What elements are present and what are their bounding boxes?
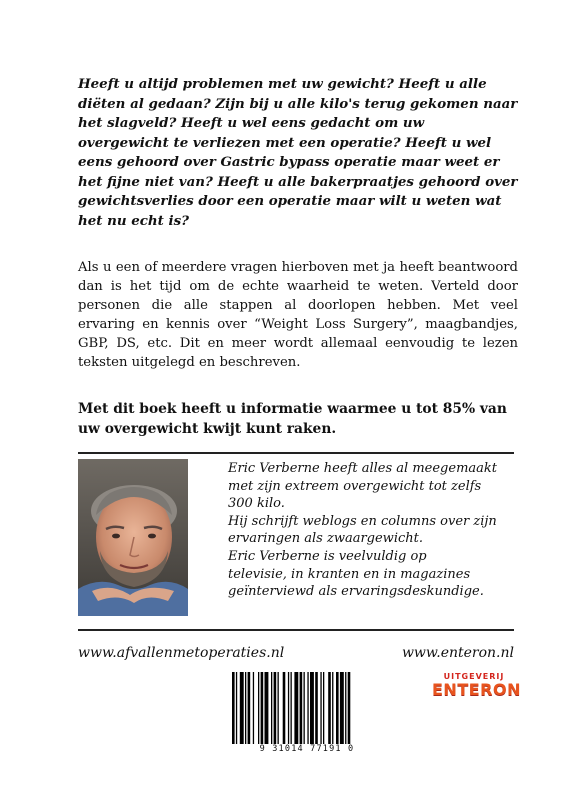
divider-bottom — [78, 629, 514, 631]
barcode-digits: 9 31014 77191 0 — [228, 744, 386, 754]
barcode-bar — [300, 672, 303, 744]
barcode-bar — [253, 672, 254, 744]
publisher-logo-top: UITGEVERIJ — [443, 672, 505, 681]
barcode-bar — [265, 672, 269, 744]
bio-line: Eric Verberne is veelvuldig op — [228, 548, 427, 564]
barcode-bar — [261, 672, 264, 744]
author-bio — [228, 460, 518, 601]
barcode-bar — [274, 672, 277, 744]
bio-line: Hij schrijft weblogs en columns over zijn — [228, 513, 497, 529]
publisher-logo — [432, 672, 521, 704]
barcode-bar — [236, 672, 237, 744]
barcode-bar — [304, 672, 305, 744]
barcode-bar — [278, 672, 279, 744]
publisher-logo-main: ENTERON — [432, 680, 521, 699]
bio-line: televisie, in kranten en in magazines — [228, 566, 471, 582]
barcode-bar — [345, 672, 346, 744]
website-link-enteron[interactable]: www.enteron.nl — [401, 645, 514, 661]
barcode-bar — [332, 672, 333, 744]
barcode-bar — [248, 672, 251, 744]
barcode-bar — [307, 672, 308, 744]
bio-line: met zijn extreem overgewicht tot zelfs — [228, 478, 482, 494]
barcode-bar — [340, 672, 344, 744]
intro-questions: Heeft u altijd problemen met uw gewicht? Heeft u alle diëten al gedaan? Zijn bij u alle kilo's terug gekomen naar het slagveld? Heeft u wel eens gedacht om uw overgewicht te verliezen met een operatie? Heeft u wel eens gehoord over Gastric bypass operatie maar weet er het fijne niet van? Heeft u alle bakerpraatjes gehoord over gewichtsverlies door een operatie maar wilt u weten wat het nu echt is? — [78, 76, 518, 229]
bio-line: ervaringen als zwaargewicht. — [228, 531, 423, 547]
barcode-bar — [323, 672, 324, 744]
bio-line: Eric Verberne heeft alles al meegemaakt — [228, 461, 497, 476]
barcode-bar — [291, 672, 292, 744]
barcode-bar — [258, 672, 259, 744]
barcode-bar — [240, 672, 244, 744]
barcode-bar — [328, 672, 331, 744]
barcode-bar — [232, 672, 235, 744]
barcode-bar — [294, 672, 298, 744]
barcode-bar — [320, 672, 321, 744]
barcode — [228, 672, 386, 754]
barcode-bar — [283, 672, 286, 744]
barcode-bar — [336, 672, 339, 744]
bio-line: geïnterviewd als ervaringsdeskundige. — [228, 584, 484, 600]
author-photo — [78, 459, 188, 616]
website-link-afvallen[interactable]: www.afvallenmetoperaties.nl — [78, 645, 285, 661]
barcode-bar — [245, 672, 246, 744]
bio-line: 300 kilo. — [228, 496, 285, 512]
barcode-bar — [348, 672, 351, 744]
barcode-bar — [271, 672, 272, 744]
barcode-bar — [315, 672, 318, 744]
description-paragraph: Als u een of meerdere vragen hierboven met ja heeft beantwoord dan is het tijd om de echte waarheid te weten. Verteld door personen die alle stappen al doorlopen hebben. Met veel ervaring en kennis over “Weight Loss Surgery”, maagbandjes, GBP, DS, etc. Dit en meer wordt allemaal eenvoudig te lezen teksten uitgelegd en beschreven. — [78, 260, 518, 370]
barcode-bar — [310, 672, 314, 744]
divider-top — [78, 452, 514, 454]
highlight-statement: Met dit boek heeft u informatie waarmee u tot 85% van uw overgewicht kwijt kunt raken. — [78, 401, 507, 437]
barcode-bar — [288, 672, 289, 744]
